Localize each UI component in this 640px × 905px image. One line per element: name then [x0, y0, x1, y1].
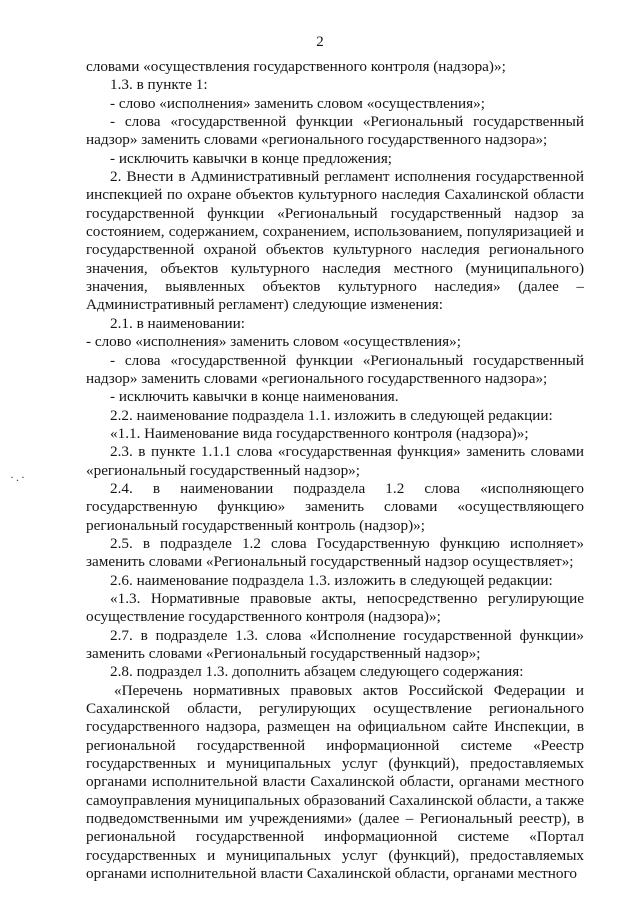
paragraph: - слова «государственной функции «Региональный государственный надзор» заменить словами «регионального государственного надзора»;: [86, 351, 584, 387]
paragraph: - слова «государственной функции «Региональный государственный надзор» заменить словами «регионального государственного надзора»;: [86, 113, 584, 149]
paragraph: 2.2. наименование подраздела 1.1. изложить в следующей редакции:: [110, 406, 553, 424]
margin-mark: ·.·: [10, 470, 27, 484]
paragraph: 2.4. в наименовании подраздела 1.2 слова «исполняющего государственную функцию» заменить словами «осуществляющего региональный государственный контроль (надзор)»;: [86, 479, 584, 534]
paragraph: 1.3. в пункте 1:: [110, 76, 208, 94]
document-body: [86, 58, 584, 883]
paragraph: - слово «исполнения» заменить словом «осуществления»;: [110, 94, 485, 112]
paragraph: - исключить кавычки в конце наименования.: [110, 388, 399, 406]
paragraph: - слово «исполнения» заменить словом «осуществления»;: [86, 333, 461, 351]
paragraph: 2.6. наименование подраздела 1.3. изложить в следующей редакции:: [110, 571, 553, 589]
paragraph: словами «осуществления государственного контроля (надзора)»;: [86, 58, 506, 75]
paragraph: 2.1. в наименовании:: [110, 314, 245, 332]
paragraph: «Перечень нормативных правовых актов Российской Федерации и Сахалинской области, регулирующих осуществление регионального государственного надзора, размещен на официальном сайте Инспекции, в региональной государственной информационной системе «Реестр государственных и муниципальных услуг (функций), предоставляемых органами исполнительной власти Сахалинской области, органами местного самоуправления муниципальных образований Сахалинской области, а также подведомственными им учреждениями» (далее – Региональный реестр), в региональной государственной информационной системе «Портал государственных и муниципальных услуг (функций), предоставляемых органами исполнительной власти Сахалинской области, органами местного: [86, 681, 584, 883]
page-number: 2: [316, 34, 324, 50]
paragraph: «1.1. Наименование вида государственного контроля (надзора)»;: [110, 424, 529, 442]
paragraph: 2. Внести в Административный регламент исполнения государственной инспекцией по охране объектов культурного наследия Сахалинской области государственной функции «Региональный государственный надзор за состоянием, содержанием, сохранением, использованием, популяризацией и государственной охраной объектов культурного наследия регионального значения, объектов культурного наследия местного (муниципального) значения, выявленных объектов культурного наследия» (далее – Административный регламент) следующие изменения:: [86, 168, 584, 314]
paragraph: «1.3. Нормативные правовые акты, непосредственно регулирующие осуществление государственного контроля (надзора)»;: [86, 589, 584, 626]
paragraph: 2.3. в пункте 1.1.1 слова «государственная функция» заменить словами «региональный государственный надзор»;: [86, 443, 584, 479]
paragraph: 2.7. в подразделе 1.3. слова «Исполнение государственной функции» заменить словами «Региональный государственный надзор»;: [86, 626, 584, 662]
paragraph: - исключить кавычки в конце предложения;: [110, 149, 393, 167]
paragraph: 2.8. подраздел 1.3. дополнить абзацем следующего содержания:: [110, 663, 524, 681]
paragraph: 2.5. в подразделе 1.2 слова Государственную функцию исполняет» заменить словами «Региональный государственный надзор осуществляет»;: [86, 534, 584, 571]
